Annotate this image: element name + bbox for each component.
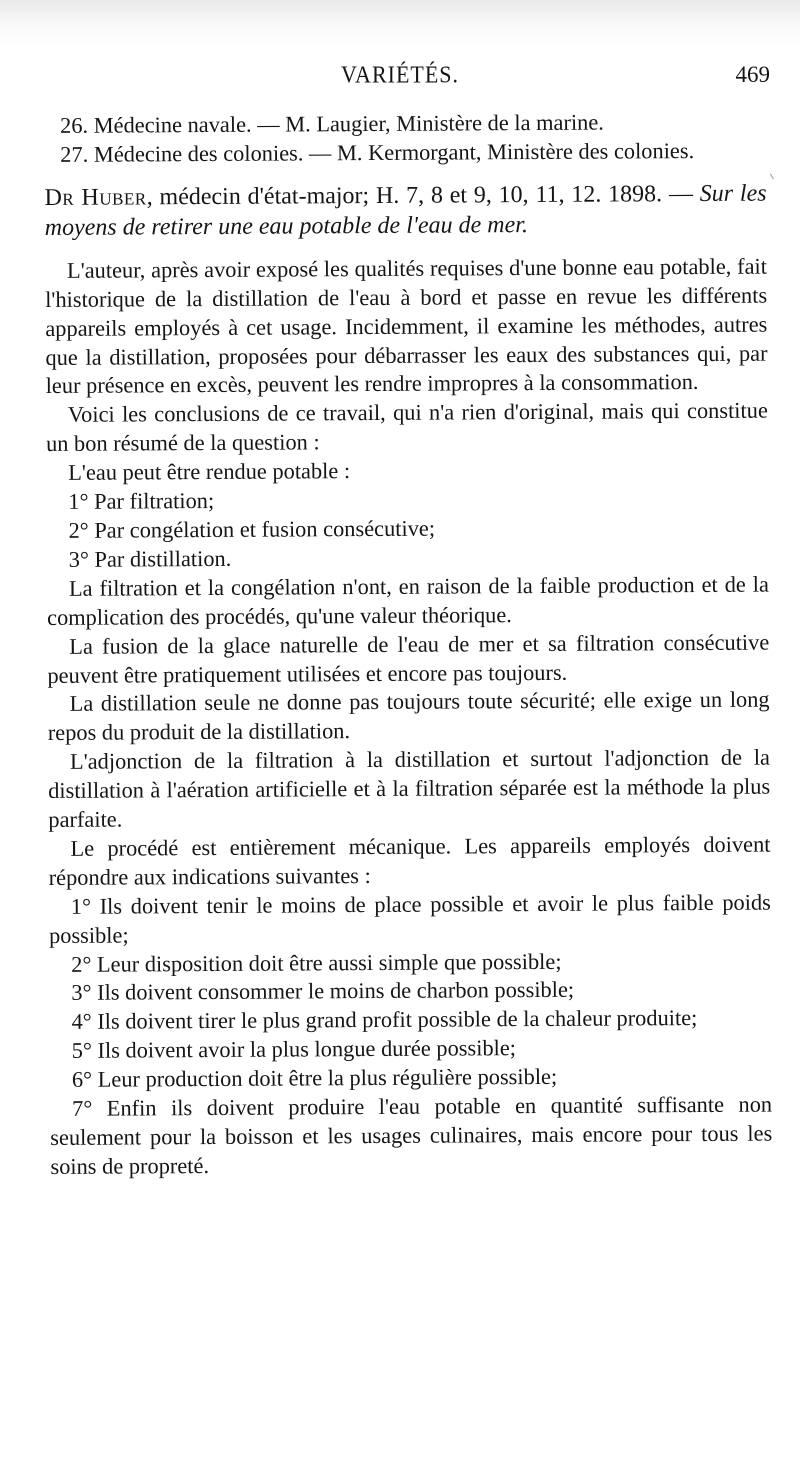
paragraph: Le procédé est entièrement mécanique. Les appareils employés doivent répondre aux indications suivantes : (48, 831, 771, 890)
paragraph: La distillation seule ne donne pas toujours toute sécurité; elle exige un long repos du produit de la distillation. (47, 686, 770, 746)
body-text (44, 108, 773, 1182)
requirement-item: 7° Enfin ils doivent produire l'eau potable en quantité suffisante non seulement pour la boisson et les usages culinaires, mais encore pour tous les soins de propreté. (50, 1091, 773, 1179)
paragraph: L'auteur, après avoir exposé les qualités requises d'une bonne eau potable, fait l'historique de la distillation de l'eau à bord et passe en revue les différents appareils employés à cet usage. Incidemment, il examine les méthodes, autres que la distillation, proposées pour débarrasser les eaux des substances qui, par leur présence en excès, peuvent les rendre impropres à la consommation. (45, 253, 768, 399)
list-item-text: Médecine navale. — M. Laugier, Ministère de la marine. (93, 109, 604, 138)
method-item: 1° Par filtration; (68, 488, 215, 514)
list-item-27 (44, 136, 766, 169)
running-title: VARIÉTÉS. (341, 60, 459, 89)
requirement-item: 4° Ils doivent tirer le plus grand profit possible de la chaleur produite; (71, 1005, 698, 1035)
page-header (0, 62, 800, 92)
requirement-item: 5° Ils doivent avoir la plus longue durée possible; (71, 1035, 517, 1064)
entry-details: , médecin d'état-major; H. 7, 8 et 9, 10, 11, 12. 1898. — (146, 180, 700, 211)
requirement-item: 2° Leur disposition doit être aussi simple que possible; (71, 948, 562, 977)
paragraph: L'adjonction de la filtration à la distillation et surtout l'adjonction de la distillation à l'aération artificielle et à la filtration séparée est la méthode la plus parfaite. (48, 744, 771, 833)
list-item-text: Médecine des colonies. — M. Kermorgant, Ministère des colonies. (93, 137, 695, 167)
requirement-item: 1° Ils doivent tenir le moins de place possible et avoir le plus faible poids possible; (48, 889, 771, 948)
method-item: 2° Par congélation et fusion consécutive; (68, 515, 436, 543)
list-item-26 (44, 108, 766, 141)
requirement-item: 3° Ils doivent consommer le moins de charbon possible; (71, 977, 575, 1006)
entry-author: Dr Huber (44, 184, 147, 211)
list-item-number: 27. (60, 141, 89, 167)
requirement-item: 6° Leur production doit être la plus régulière possible; (71, 1064, 558, 1093)
bibliographic-entry (44, 178, 766, 242)
method-item: 3° Par distillation. (68, 545, 232, 572)
entry-title: Sur les moyens de retirer une eau potable de l'eau de mer. (44, 180, 767, 241)
paragraph: La filtration et la congélation n'ont, en raison de la faible production et de la complication des procédés, qu'une valeur théorique. (47, 571, 769, 630)
page-number: 469 (735, 62, 770, 87)
paragraph: L'eau peut être rendue potable : (68, 458, 351, 486)
paragraph: Voici les conclusions de ce travail, qui n'a rien d'original, mais qui constitue un bon résumé de la question : (45, 397, 768, 457)
list-item-number: 26. (60, 112, 89, 138)
margin-mark (770, 171, 779, 180)
paragraph: La fusion de la glace naturelle de l'eau de mer et sa filtration consécutive peuvent être pratiquement utilisées et encore pas toujours. (47, 629, 770, 688)
